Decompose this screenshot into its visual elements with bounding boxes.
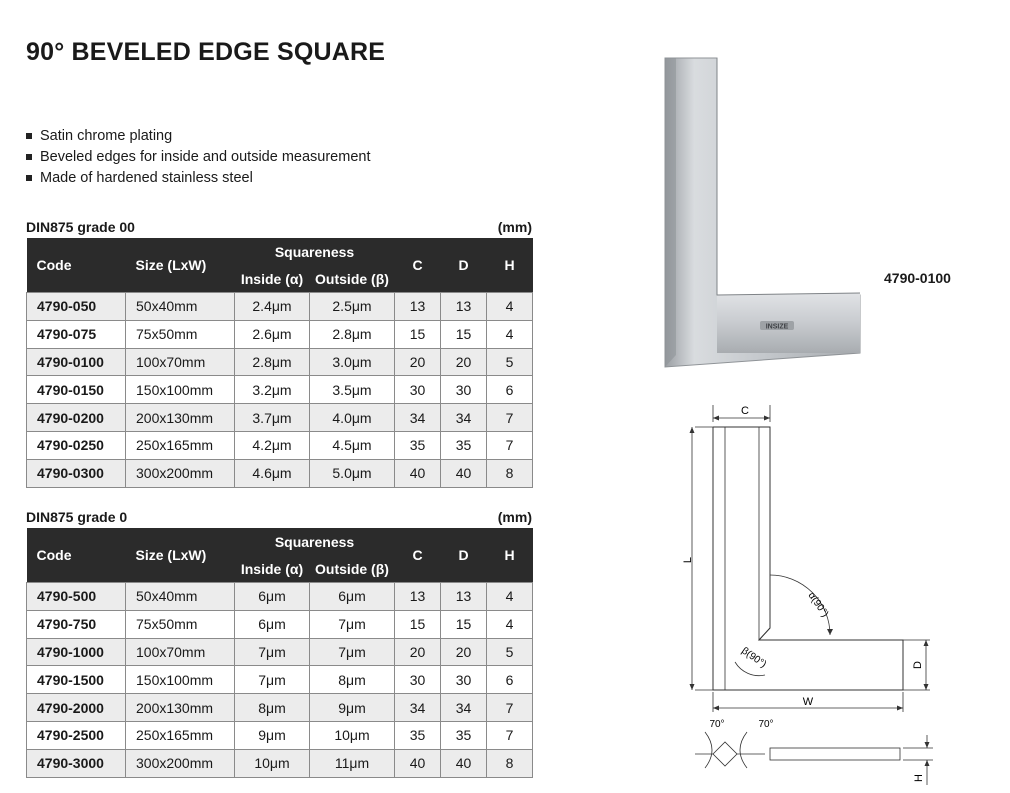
cell-inside: 6μm (235, 610, 310, 638)
cell-inside: 10μm (235, 749, 310, 777)
feature-item: Beveled edges for inside and outside measurement (26, 147, 370, 168)
cell-outside: 3.0μm (310, 348, 395, 376)
cell-d: 20 (441, 348, 487, 376)
cell-inside: 3.7μm (235, 404, 310, 432)
feature-item: Made of hardened stainless steel (26, 168, 370, 189)
cell-code: 4790-1500 (27, 666, 126, 694)
cell-inside: 9μm (235, 721, 310, 749)
header-code: Code (27, 528, 126, 583)
cell-outside: 4.0μm (310, 404, 395, 432)
cell-outside: 10μm (310, 721, 395, 749)
table-row (27, 320, 533, 348)
cell-code: 4790-2500 (27, 721, 126, 749)
cell-h: 5 (487, 638, 533, 666)
cell-c: 35 (395, 431, 441, 459)
header-inside: Inside (α) (235, 265, 310, 293)
table-row (27, 610, 533, 638)
product-label: 4790-0100 (884, 270, 951, 286)
label-d: D (912, 661, 924, 669)
cell-d: 15 (441, 320, 487, 348)
cell-size: 50x40mm (126, 293, 235, 321)
cell-size: 250x165mm (126, 721, 235, 749)
cell-c: 35 (395, 721, 441, 749)
grade-0-heading (26, 509, 532, 525)
cell-outside: 2.5μm (310, 293, 395, 321)
label-l: L (682, 556, 694, 564)
cell-c: 15 (395, 610, 441, 638)
cell-size: 100x70mm (126, 348, 235, 376)
header-c: C (395, 528, 441, 583)
cell-d: 13 (441, 293, 487, 321)
header-outside: Outside (β) (310, 555, 395, 583)
cell-d: 15 (441, 610, 487, 638)
cell-h: 8 (487, 749, 533, 777)
grade-00-heading (26, 219, 532, 235)
cell-size: 250x165mm (126, 431, 235, 459)
cell-c: 20 (395, 348, 441, 376)
cell-d: 20 (441, 638, 487, 666)
cell-c: 15 (395, 320, 441, 348)
cell-h: 6 (487, 376, 533, 404)
cell-c: 30 (395, 376, 441, 404)
header-size: Size (LxW) (126, 528, 235, 583)
table-row (27, 293, 533, 321)
label-angle-left: 70° (709, 719, 725, 730)
spec-table-grade-0 (26, 528, 533, 778)
cell-outside: 7μm (310, 638, 395, 666)
label-h: H (913, 774, 925, 782)
cell-size: 75x50mm (126, 610, 235, 638)
product-image (660, 55, 865, 370)
cell-d: 13 (441, 583, 487, 611)
bullet-icon (26, 175, 32, 181)
cell-size: 100x70mm (126, 638, 235, 666)
cell-outside: 5.0μm (310, 459, 395, 487)
label-beta: β(90°) (739, 645, 769, 671)
cell-outside: 3.5μm (310, 376, 395, 404)
cell-h: 4 (487, 293, 533, 321)
grade-00-label: DIN875 grade 00 (26, 219, 135, 235)
cell-code: 4790-3000 (27, 749, 126, 777)
feature-list (26, 126, 370, 189)
cell-size: 150x100mm (126, 376, 235, 404)
cell-size: 300x200mm (126, 749, 235, 777)
cell-outside: 7μm (310, 610, 395, 638)
cell-d: 35 (441, 721, 487, 749)
cell-inside: 3.2μm (235, 376, 310, 404)
cell-size: 150x100mm (126, 666, 235, 694)
cell-c: 34 (395, 404, 441, 432)
header-squareness: Squareness (235, 528, 395, 555)
cell-code: 4790-2000 (27, 694, 126, 722)
feature-item: Satin chrome plating (26, 126, 370, 147)
cell-d: 34 (441, 404, 487, 432)
cell-inside: 2.8μm (235, 348, 310, 376)
table-row (27, 749, 533, 777)
cell-h: 5 (487, 348, 533, 376)
label-alpha: α(90°) (805, 590, 831, 620)
cell-d: 40 (441, 459, 487, 487)
header-h: H (487, 528, 533, 583)
cell-inside: 7μm (235, 638, 310, 666)
table-body (27, 583, 533, 778)
cell-d: 30 (441, 666, 487, 694)
cell-h: 4 (487, 610, 533, 638)
cell-inside: 4.6μm (235, 459, 310, 487)
cell-d: 40 (441, 749, 487, 777)
cell-inside: 6μm (235, 583, 310, 611)
cell-code: 4790-500 (27, 583, 126, 611)
cell-code: 4790-0250 (27, 431, 126, 459)
cell-h: 4 (487, 320, 533, 348)
table-row (27, 431, 533, 459)
cell-outside: 11μm (310, 749, 395, 777)
cell-h: 6 (487, 666, 533, 694)
header-outside: Outside (β) (310, 265, 395, 293)
label-w: W (802, 696, 814, 708)
cell-code: 4790-0150 (27, 376, 126, 404)
bullet-icon (26, 154, 32, 160)
bullet-icon (26, 133, 32, 139)
cell-c: 34 (395, 694, 441, 722)
cell-inside: 7μm (235, 666, 310, 694)
cell-c: 40 (395, 459, 441, 487)
cell-d: 30 (441, 376, 487, 404)
cell-h: 4 (487, 583, 533, 611)
table-row (27, 583, 533, 611)
cell-size: 200x130mm (126, 694, 235, 722)
table-row (27, 459, 533, 487)
cell-d: 34 (441, 694, 487, 722)
cell-c: 40 (395, 749, 441, 777)
cell-outside: 6μm (310, 583, 395, 611)
cell-c: 30 (395, 666, 441, 694)
header-h: H (487, 238, 533, 293)
table-row (27, 694, 533, 722)
cell-code: 4790-0100 (27, 348, 126, 376)
cell-outside: 9μm (310, 694, 395, 722)
cell-h: 7 (487, 694, 533, 722)
spec-table-grade-00 (26, 238, 533, 488)
header-squareness: Squareness (235, 238, 395, 265)
table-row (27, 348, 533, 376)
cell-code: 4790-0200 (27, 404, 126, 432)
cell-code: 4790-0300 (27, 459, 126, 487)
cell-outside: 4.5μm (310, 431, 395, 459)
cell-h: 7 (487, 721, 533, 749)
header-code: Code (27, 238, 126, 293)
cell-h: 8 (487, 459, 533, 487)
table-row (27, 376, 533, 404)
cell-outside: 8μm (310, 666, 395, 694)
cell-size: 75x50mm (126, 320, 235, 348)
cell-c: 13 (395, 583, 441, 611)
cell-code: 4790-050 (27, 293, 126, 321)
header-inside: Inside (α) (235, 555, 310, 583)
grade-0-unit: (mm) (497, 509, 532, 525)
header-d: D (441, 528, 487, 583)
table-row (27, 638, 533, 666)
header-c: C (395, 238, 441, 293)
cell-inside: 8μm (235, 694, 310, 722)
cell-code: 4790-1000 (27, 638, 126, 666)
table-row (27, 404, 533, 432)
cell-inside: 2.4μm (235, 293, 310, 321)
page-title: 90° BEVELED EDGE SQUARE (26, 38, 386, 66)
header-d: D (441, 238, 487, 293)
cell-size: 200x130mm (126, 404, 235, 432)
cell-code: 4790-750 (27, 610, 126, 638)
table-row (27, 721, 533, 749)
grade-0-label: DIN875 grade 0 (26, 509, 128, 525)
cell-c: 20 (395, 638, 441, 666)
cell-outside: 2.8μm (310, 320, 395, 348)
cell-c: 13 (395, 293, 441, 321)
cell-h: 7 (487, 404, 533, 432)
grade-00-unit: (mm) (497, 219, 532, 235)
cell-size: 300x200mm (126, 459, 235, 487)
cell-code: 4790-075 (27, 320, 126, 348)
cell-h: 7 (487, 431, 533, 459)
cell-d: 35 (441, 431, 487, 459)
dimension-drawing (675, 400, 950, 790)
header-size: Size (LxW) (126, 238, 235, 293)
table-row (27, 666, 533, 694)
table-body (27, 293, 533, 488)
cell-size: 50x40mm (126, 583, 235, 611)
brand-text: INSIZE (765, 323, 789, 331)
cell-inside: 2.6μm (235, 320, 310, 348)
label-c: C (741, 405, 749, 417)
cell-inside: 4.2μm (235, 431, 310, 459)
label-angle-right: 70° (758, 719, 774, 730)
